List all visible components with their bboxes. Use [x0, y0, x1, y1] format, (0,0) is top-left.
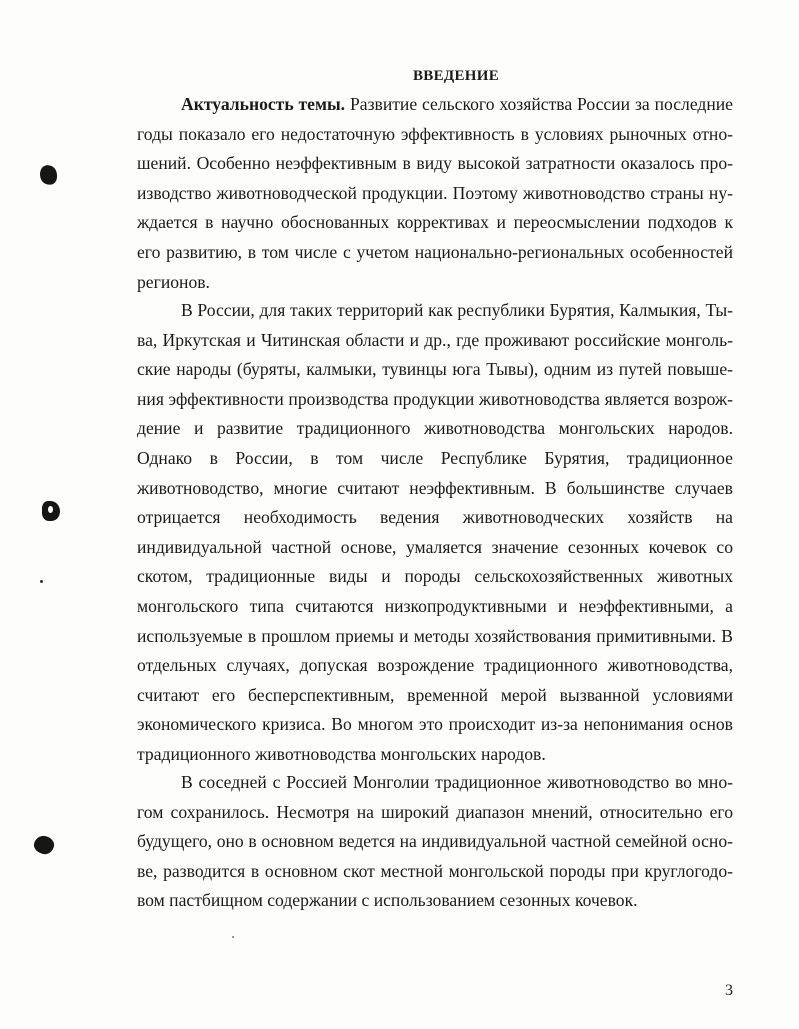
paragraph-relevance — [137, 90, 733, 297]
paragraph-body: В России, для таких территорий как республики Бурятия, Калмыкия, Тыва, Иркутская и Читинская области и др., где проживают российские монгольские народы (буряты, калмыки, тувинцы юга Тывы), одним из путей повышения эффективности производства продукции животноводства является возрождение и развитие традиционного животноводства монгольских народов. Однако в России, в том числе Республике Бурятия, традиционное животноводство, многие считают неэффективным. В большинстве случаев отрицается необходимость ведения животноводческих хозяйств на индивидуальной частной основе, умаляется значение сезонных кочевок со скотом, традиционные виды и породы сельскохозяйственных животных монгольского типа считаются низкопродуктивными и неэффективными, а используемые в прошлом приемы и методы хозяйствования примитивными. В отдельных случаях, допуская возрождение традиционного животноводства, считают его бесперспективным, временной мерой вызванной условиями экономического кризиса. Во многом это происходит из-за непонимания основ традиционного животноводства монгольских народов. — [137, 300, 733, 764]
paragraph-body: В соседней с Россией Монголии традиционное животноводство во многом сохранилось. Несмотря на широкий диапазон мнений, относительно его будущего, оно в основном ведется на индивидуальной частной семейной основе, разводится в основном скот местной монгольской породы при круглогодовом пастбищном содержании с использованием сезонных кочевок. — [137, 772, 733, 911]
paragraph-mongolia — [137, 768, 733, 916]
scan-speck — [40, 580, 43, 583]
section-heading: ВВЕДЕНИЕ — [412, 68, 500, 84]
paragraph-lead-title: Актуальность темы. — [181, 94, 346, 114]
scan-punch-mark — [42, 501, 60, 521]
paragraph-russia — [137, 296, 733, 770]
page-number: 3 — [725, 982, 733, 999]
scan-speck — [232, 936, 234, 938]
scan-punch-mark — [32, 834, 55, 856]
scan-punch-mark — [37, 163, 59, 187]
paragraph-body: Развитие сельского хозяйства России за последние годы показало его недостаточную эффективность в условиях рыночных отношений. Особенно неэффективным в виду высокой затратности оказалось производство животноводческой продукции. Поэтому животноводство страны нуждается в научно обоснованных коррективах и переосмыслении подходов к его развитию, в том числе с учетом национально-региональных особенностей регионов. — [137, 94, 733, 292]
